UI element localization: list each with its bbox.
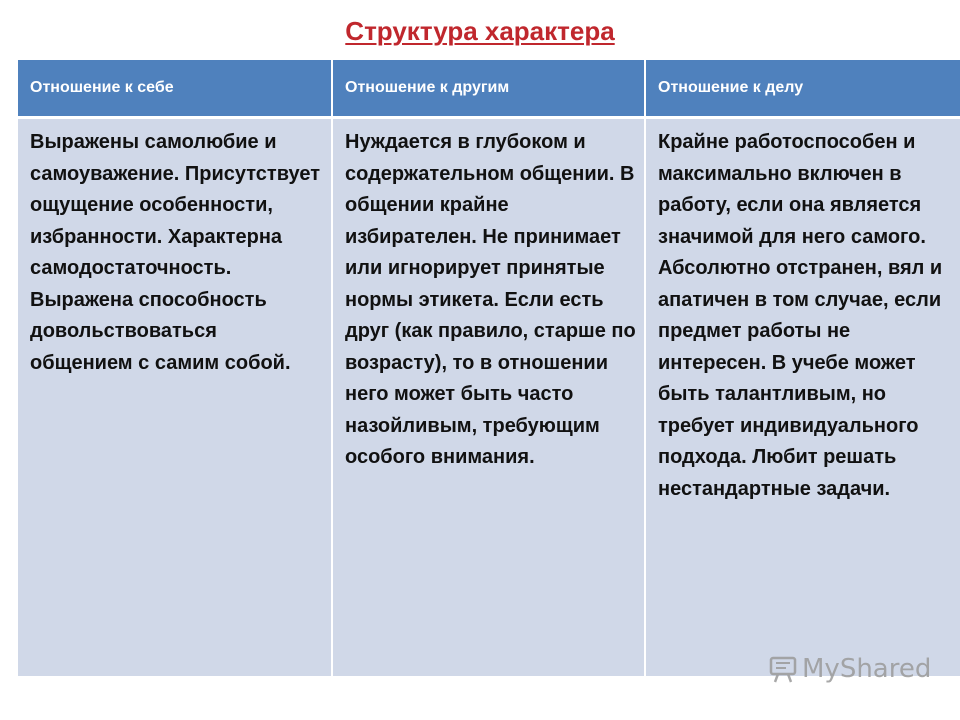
header-self-attitude: Отношение к себе	[18, 60, 333, 116]
cell-others-attitude: Нуждается в глубоком и содержательном общении. В общении крайне избирателен. Не принимает или игнорирует принятые нормы этикета. Если есть друг (как правило, старше по возрасту), то в отношении него может быть часто назойливым, требующим особого внимания.	[333, 119, 646, 676]
cell-work-attitude: Крайне работоспособен и максимально включен в работу, если она является значимой для него самого. Абсолютно отстранен, вял и апатичен в том случае, если предмет работы не интересен. В учебе может быть талантливым, но требует индивидуального подхода. Любит решать нестандартные задачи.	[658, 131, 943, 500]
watermark-text: MyShared	[802, 654, 932, 684]
header-work-attitude: Отношение к делу	[658, 79, 804, 96]
presentation-board-icon	[768, 654, 798, 684]
watermark	[768, 654, 931, 684]
cell-self-attitude: Выражены самолюбие и самоуважение. Присутствует ощущение особенности, избранности. Характерна самодостаточность. Выражена способность довольствоваться общением с самим собой.	[18, 119, 333, 676]
slide-title: Структура характера	[345, 16, 615, 46]
table-header-row	[18, 60, 960, 116]
character-structure-table	[18, 60, 960, 676]
table-row	[18, 116, 960, 676]
header-others-attitude: Отношение к другим	[333, 60, 646, 116]
